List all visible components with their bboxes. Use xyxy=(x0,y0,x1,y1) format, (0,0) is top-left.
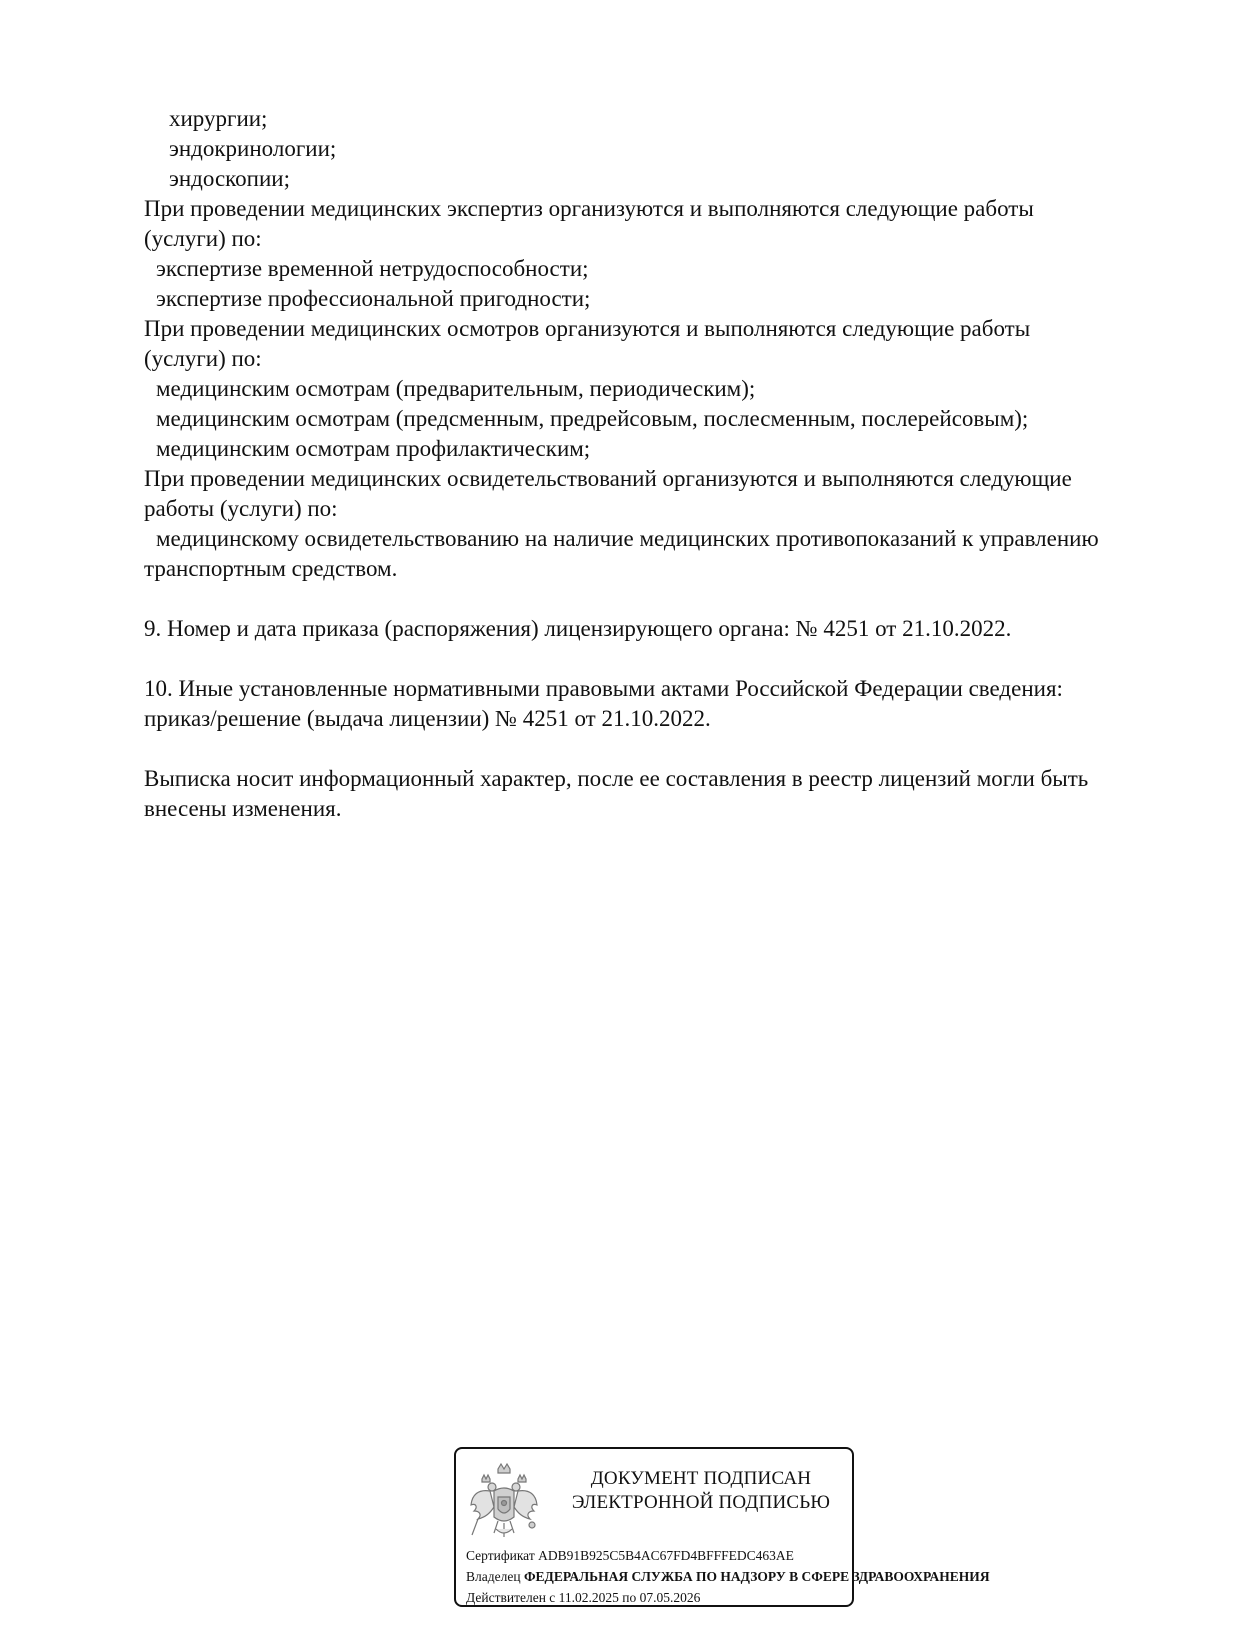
order-number-paragraph: 9. Номер и дата приказа (распоряжения) лицензирующего органа: № 4251 от 21.10.2022. xyxy=(144,616,1012,641)
other-info-paragraph: приказ/решение (выдача лицензии) № 4251 от 21.10.2022. xyxy=(144,706,711,731)
stamp-title xyxy=(551,1467,851,1515)
validity-row: Действителен с 11.02.2025 по 07.05.2026 xyxy=(466,1590,701,1605)
certificate-row xyxy=(466,1545,886,1566)
owner-row xyxy=(466,1566,990,1587)
section-intro: работы (услуги) по: xyxy=(144,496,338,521)
section-intro: При проведении медицинских экспертиз организуются и выполняются следующие работы xyxy=(144,196,1034,221)
disclaimer-note: Выписка носит информационный характер, после ее составления в реестр лицензий могли быть xyxy=(144,766,1089,791)
section-intro: (услуги) по: xyxy=(144,346,262,371)
list-item: медицинским осмотрам (предсменным, предрейсовым, послесменным, послерейсовым); xyxy=(156,406,1029,431)
other-info-paragraph: 10. Иные установленные нормативными правовыми актами Российской Федерации сведения: xyxy=(144,676,1063,701)
stamp-title-line: ДОКУМЕНТ ПОДПИСАН xyxy=(590,1468,812,1489)
list-item: медицинскому освидетельствованию на наличие медицинских противопоказаний к управлению xyxy=(156,526,1099,551)
list-item: эндоскопии; xyxy=(169,166,290,191)
section-intro: При проведении медицинских осмотров организуются и выполняются следующие работы xyxy=(144,316,1031,341)
list-item: хирургии; xyxy=(169,106,268,131)
list-item: экспертизе профессиональной пригодности; xyxy=(156,286,591,311)
list-item: транспортным средством. xyxy=(144,556,398,581)
list-item: экспертизе временной нетрудоспособности; xyxy=(156,256,589,281)
list-item: медицинским осмотрам (предварительным, периодическим); xyxy=(156,376,756,401)
section-intro: (услуги) по: xyxy=(144,226,262,251)
electronic-signature-stamp xyxy=(454,1447,990,1607)
section-intro: При проведении медицинских освидетельствований организуются и выполняются следующие xyxy=(144,466,1072,491)
owner-value: ФЕДЕРАЛЬНАЯ СЛУЖБА ПО НАДЗОРУ В СФЕРЕ ЗДРАВООХРАНЕНИЯ xyxy=(523,1569,990,1584)
stamp-details xyxy=(466,1545,990,1608)
coat-of-arms-icon xyxy=(468,1459,540,1543)
list-item: медицинским осмотрам профилактическим; xyxy=(156,436,591,461)
certificate-value: ADB91B925C5B4AC67FD4BFFFEDC463AE xyxy=(538,1548,794,1563)
list-item: эндокринологии; xyxy=(169,136,337,161)
certificate-label: Сертификат xyxy=(466,1548,535,1563)
stamp-title-line: ЭЛЕКТРОННОЙ ПОДПИСЬЮ xyxy=(571,1492,831,1513)
document-body xyxy=(144,104,1154,824)
disclaimer-note: внесены изменения. xyxy=(144,796,342,821)
owner-label: Владелец xyxy=(466,1569,521,1584)
